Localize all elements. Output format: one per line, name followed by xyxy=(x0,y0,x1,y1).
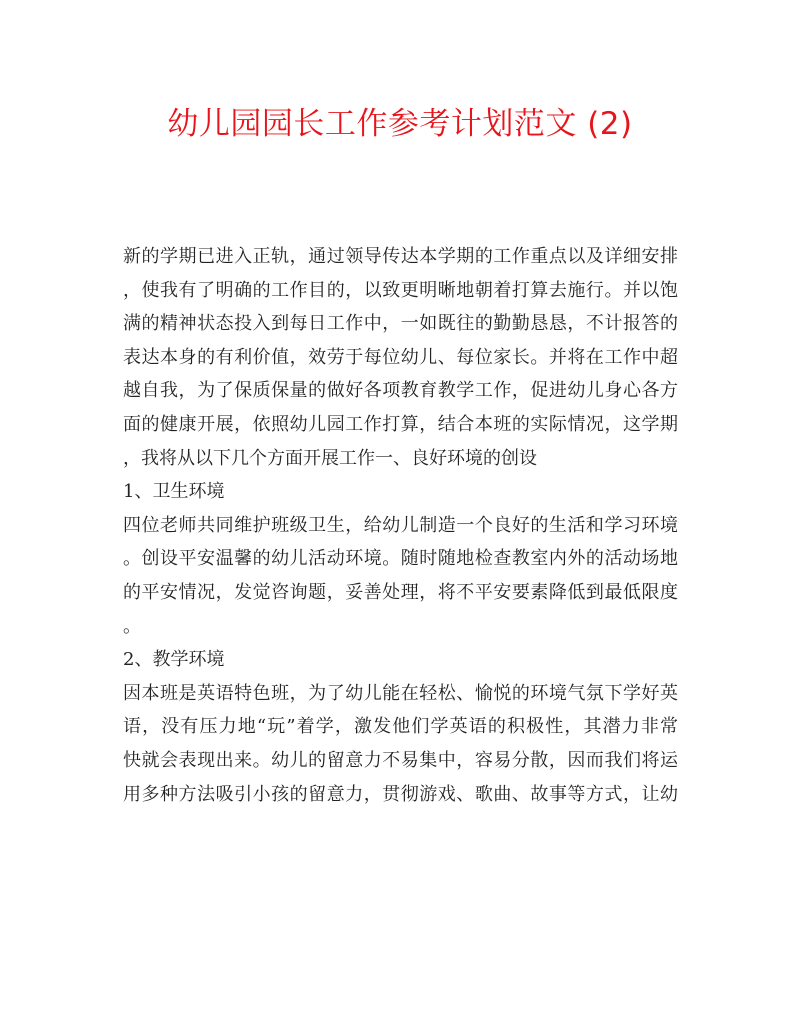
body-line: 2、教学环境 xyxy=(123,649,225,671)
body-line: 四位老师共同维护班级卫生，给幼儿制造一个良好的生活和学习环境 xyxy=(123,514,678,536)
body-line: 的平安情况，发觉咨询题，妥善处理，将不平安要素降低到最低限度 xyxy=(123,581,678,603)
body-line: 语，没有压力地“玩”着学，激发他们学英语的积极性，其潜力非常 xyxy=(123,716,678,738)
body-line: 。创设平安温馨的幼儿活动环境。随时随地检查教室内外的活动场地 xyxy=(123,548,678,570)
body-line: 越自我，为了保质保量的做好各项教育教学工作，促进幼儿身心各方 xyxy=(123,380,678,402)
body-line: 快就会表现出来。幼儿的留意力不易集中，容易分散，因而我们将运 xyxy=(123,749,678,771)
body-line: 。 xyxy=(123,615,141,637)
body-line: 满的精神状态投入到每日工作中，一如既往的勤勤恳恳，不计报答的 xyxy=(123,313,678,335)
body-line: 因本班是英语特色班，为了幼儿能在轻松、愉悦的环境气氛下学好英 xyxy=(123,682,678,704)
body-line: 面的健康开展，依照幼儿园工作打算，结合本班的实际情况，这学期 xyxy=(123,413,678,435)
body-line: 用多种方法吸引小孩的留意力，贯彻游戏、歌曲、故事等方式，让幼 xyxy=(123,783,678,805)
body-line: 表达本身的有利价值，效劳于每位幼儿、每位家长。并将在工作中超 xyxy=(123,346,678,368)
body-line: 1、卫生环境 xyxy=(123,481,225,503)
body-line: ，使我有了明确的工作目的，以致更明晰地朝着打算去施行。并以饱 xyxy=(123,279,678,301)
document-body xyxy=(123,240,678,811)
document-title: 幼儿园园长工作参考计划范文 (2) xyxy=(167,106,633,142)
body-line: 新的学期已进入正轨，通过领导传达本学期的工作重点以及详细安排 xyxy=(123,246,678,267)
body-line: ，我将从以下几个方面开展工作一、良好环境的创设 xyxy=(123,447,537,469)
